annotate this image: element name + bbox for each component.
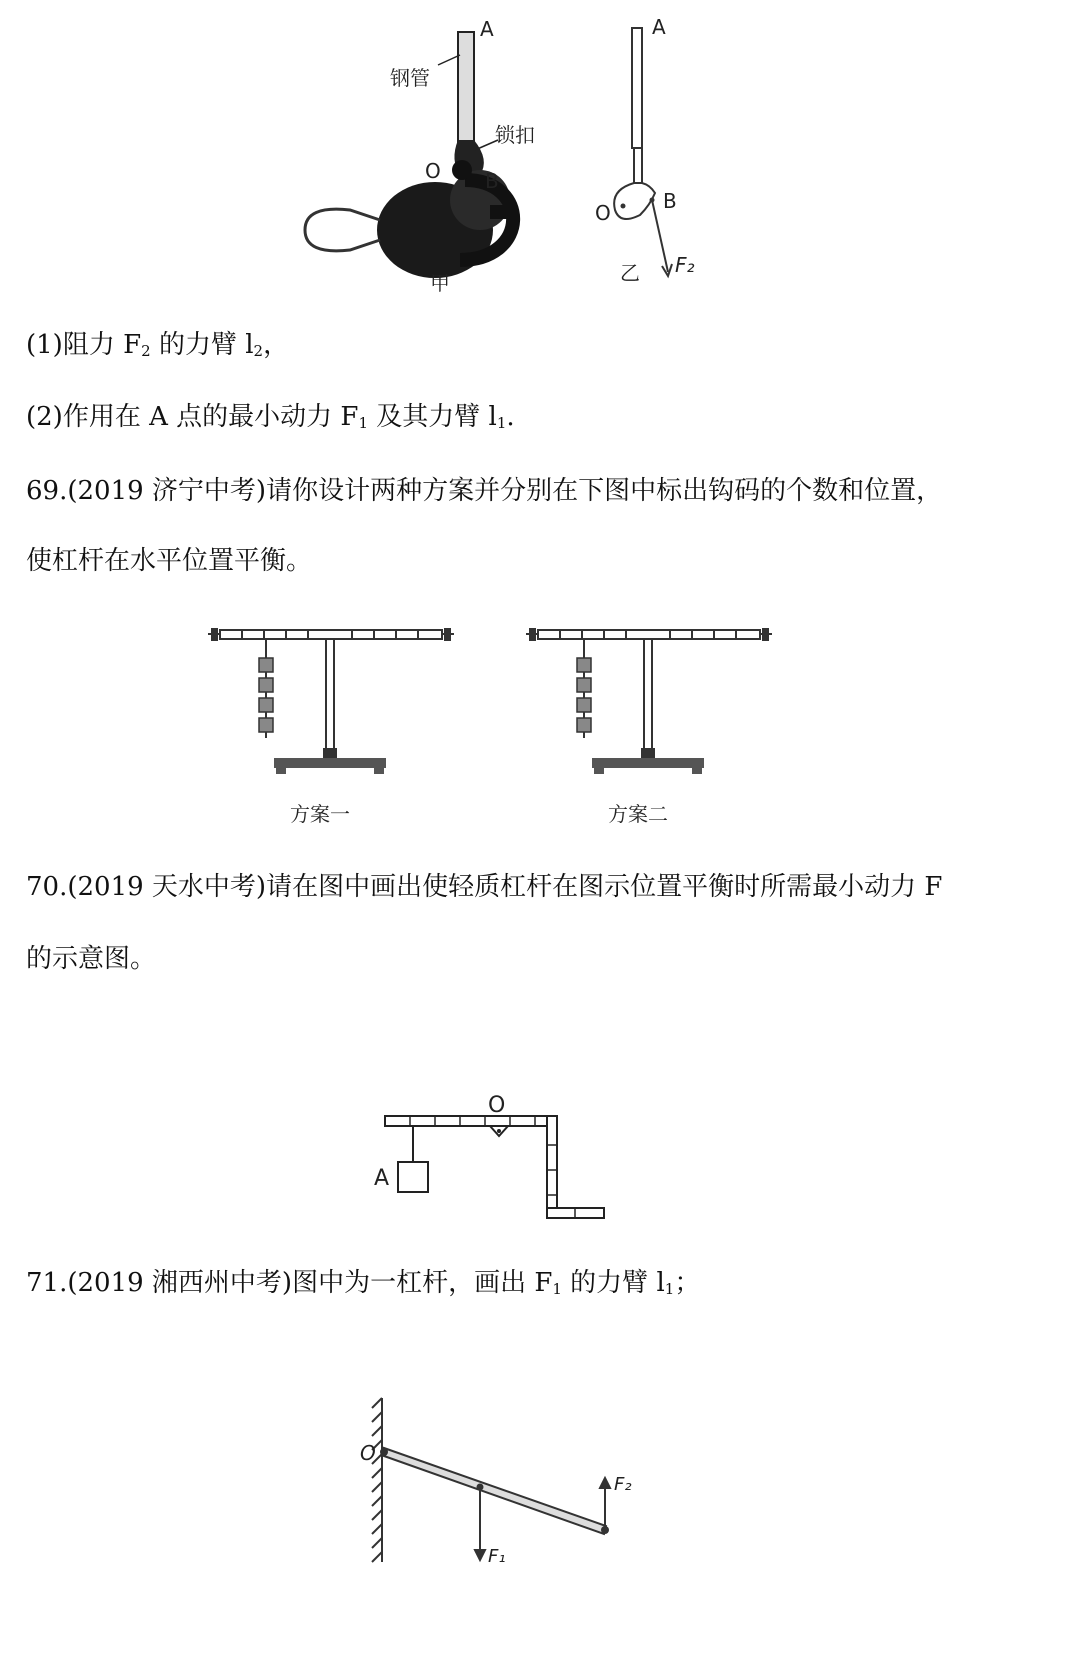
caption-jia: 甲: [430, 271, 450, 295]
lever-stand-scheme-2: [518, 620, 778, 780]
label-o-left: O: [425, 159, 441, 183]
q70-text-line1: 70.(2019 天水中考)请在图中画出使轻质杠杆在图示位置平衡时所需最小动力 F: [26, 872, 943, 902]
lever-stand-scheme-1: [200, 620, 460, 780]
figure-1: [290, 10, 730, 300]
label-f1-71: F₁: [488, 1546, 506, 1567]
label-a-70: A: [374, 1166, 390, 1191]
label-o-71: O: [360, 1441, 376, 1465]
label-a-left: A: [480, 17, 494, 41]
wall-lever-diagram: [350, 1390, 670, 1570]
device-diagram-yi: [614, 28, 672, 276]
label-b-right: B: [663, 189, 677, 213]
label-o-70: O: [488, 1093, 506, 1118]
label-b-left: B: [485, 169, 499, 193]
bent-lever-diagram: [370, 1090, 620, 1230]
q68-part-1: (1)阻力 $F_2$ 的力臂 $l_2$，: [26, 330, 290, 360]
q71-text: 71.(2019 湘西州中考)图中为一杠杆，画出 $F_1$ 的力臂 $l_1$；: [26, 1268, 701, 1298]
q69-text-line1: 69.(2019 济宁中考)请你设计两种方案并分别在下图中标出钩码的个数和位置，: [26, 476, 943, 506]
label-steel-tube: 钢管: [390, 66, 430, 90]
q69-text-line2: 使杠杆在水平位置平衡。: [26, 546, 313, 576]
label-clasp: 锁扣: [495, 123, 535, 147]
label-a-right: A: [652, 15, 666, 39]
scheme-2-caption: 方案二: [608, 802, 668, 826]
caption-yi: 乙: [620, 261, 640, 285]
label-f2-right: F₂: [675, 253, 695, 277]
label-o-right: O: [595, 201, 611, 225]
label-f2-71: F₂: [614, 1474, 632, 1495]
scheme-1-caption: 方案一: [290, 802, 350, 826]
q68-part-2: (2)作用在 A 点的最小动力 $F_1$ 及其力臂 $l_1$.: [26, 402, 515, 432]
q70-text-line2: 的示意图。: [26, 944, 157, 974]
